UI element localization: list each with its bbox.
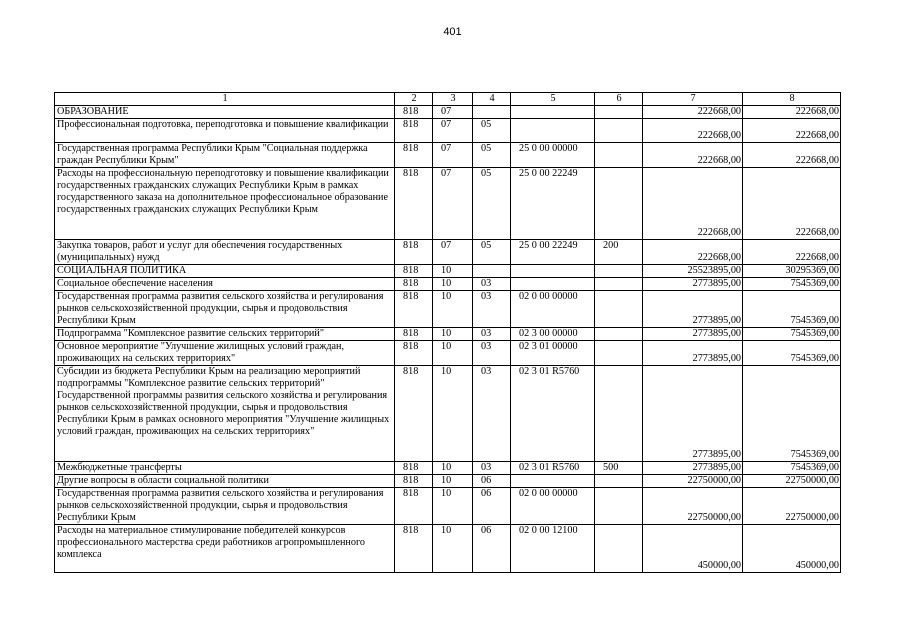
page-number: 401	[443, 26, 462, 38]
row-amount-7: 222668,00	[643, 106, 743, 119]
row-name: Профессиональная подготовка, переподготовка и повышение квалификации	[55, 119, 395, 143]
row-amount-8: 22750000,00	[743, 475, 841, 488]
row-code-3: 10	[433, 475, 473, 488]
row-code-6	[595, 341, 643, 366]
row-name: Подпрограмма "Комплексное развитие сельских территорий"	[55, 328, 395, 341]
row-code-3: 10	[433, 462, 473, 475]
row-code-5: 02 0 00 00000	[511, 488, 595, 525]
row-code-3: 10	[433, 488, 473, 525]
row-code-4	[473, 265, 511, 278]
row-name: Межбюджетные трансферты	[55, 462, 395, 475]
table-row	[55, 328, 841, 341]
row-code-3: 10	[433, 328, 473, 341]
budget-table	[54, 92, 841, 573]
row-amount-7: 22750000,00	[643, 475, 743, 488]
row-code-6	[595, 488, 643, 525]
row-amount-7: 222668,00	[643, 168, 743, 240]
row-code-4: 06	[473, 488, 511, 525]
row-amount-8: 7545369,00	[743, 366, 841, 462]
row-code-6	[595, 525, 643, 573]
table-row	[55, 475, 841, 488]
row-amount-7: 22750000,00	[643, 488, 743, 525]
table-row	[55, 462, 841, 475]
row-code-5: 02 3 01 R5760	[511, 366, 595, 462]
row-code-2: 818	[395, 328, 433, 341]
row-amount-7: 2773895,00	[643, 341, 743, 366]
row-amount-8: 7545369,00	[743, 278, 841, 291]
row-code-2: 818	[395, 106, 433, 119]
row-name: Расходы на материальное стимулирование победителей конкурсов профессионального мастерства среди работников агропромышленного комплекса	[55, 525, 395, 573]
row-code-3: 10	[433, 525, 473, 573]
row-code-5: 02 3 00 00000	[511, 328, 595, 341]
row-amount-7: 222668,00	[643, 143, 743, 168]
row-amount-8: 222668,00	[743, 119, 841, 143]
column-number-8: 8	[743, 93, 841, 106]
table-row	[55, 278, 841, 291]
column-number-2: 2	[395, 93, 433, 106]
row-code-5: 02 0 00 12100	[511, 525, 595, 573]
table-row	[55, 143, 841, 168]
row-code-3: 07	[433, 106, 473, 119]
row-amount-7: 25523895,00	[643, 265, 743, 278]
row-code-4: 05	[473, 119, 511, 143]
column-number-5: 5	[511, 93, 595, 106]
row-amount-8: 7545369,00	[743, 341, 841, 366]
row-code-3: 10	[433, 366, 473, 462]
row-amount-8: 222668,00	[743, 143, 841, 168]
table-row	[55, 265, 841, 278]
column-number-4: 4	[473, 93, 511, 106]
row-code-3: 10	[433, 278, 473, 291]
row-code-4: 06	[473, 525, 511, 573]
row-code-5	[511, 265, 595, 278]
table-row	[55, 291, 841, 328]
row-code-4: 05	[473, 168, 511, 240]
row-code-6	[595, 278, 643, 291]
row-code-2: 818	[395, 278, 433, 291]
row-code-4: 03	[473, 278, 511, 291]
table-row	[55, 168, 841, 240]
row-code-6	[595, 106, 643, 119]
row-code-6	[595, 366, 643, 462]
row-code-4	[473, 106, 511, 119]
row-code-6	[595, 119, 643, 143]
table-row	[55, 525, 841, 573]
row-amount-8: 22750000,00	[743, 488, 841, 525]
row-amount-8: 7545369,00	[743, 291, 841, 328]
row-code-4: 05	[473, 240, 511, 265]
row-code-2: 818	[395, 341, 433, 366]
row-amount-7: 450000,00	[643, 525, 743, 573]
row-code-4: 05	[473, 143, 511, 168]
row-code-4: 03	[473, 328, 511, 341]
row-code-3: 10	[433, 341, 473, 366]
row-code-2: 818	[395, 525, 433, 573]
row-code-5: 25 0 00 22249	[511, 168, 595, 240]
table-row	[55, 366, 841, 462]
row-name: Другие вопросы в области социальной политики	[55, 475, 395, 488]
row-amount-8: 30295369,00	[743, 265, 841, 278]
row-code-6: 500	[595, 462, 643, 475]
column-number-3: 3	[433, 93, 473, 106]
row-amount-7: 222668,00	[643, 119, 743, 143]
row-code-5	[511, 106, 595, 119]
row-code-2: 818	[395, 475, 433, 488]
row-code-4: 03	[473, 366, 511, 462]
row-name: СОЦИАЛЬНАЯ ПОЛИТИКА	[55, 265, 395, 278]
row-name: Субсидии из бюджета Республики Крым на реализацию мероприятий подпрограммы "Комплексное развитие сельских территорий" Государственной программы развития сельского хозяйства и регулирования рынков сельскохозяйственной продукции, сырья и продовольствия Республики Крым в рамках основного мероприятия "Улучшение жилищных условий граждан, проживающих на сельских территориях"	[55, 366, 395, 462]
column-number-1: 1	[55, 93, 395, 106]
row-code-5: 25 0 00 22249	[511, 240, 595, 265]
row-code-5: 02 0 00 00000	[511, 291, 595, 328]
row-code-6: 200	[595, 240, 643, 265]
row-code-4: 03	[473, 291, 511, 328]
row-code-5	[511, 278, 595, 291]
row-code-2: 818	[395, 168, 433, 240]
column-number-row	[55, 93, 841, 106]
row-code-6	[595, 475, 643, 488]
row-amount-8: 222668,00	[743, 240, 841, 265]
table-row	[55, 106, 841, 119]
row-code-6	[595, 291, 643, 328]
row-code-3: 07	[433, 240, 473, 265]
row-code-6	[595, 328, 643, 341]
row-code-5	[511, 475, 595, 488]
row-code-2: 818	[395, 119, 433, 143]
row-amount-7: 2773895,00	[643, 462, 743, 475]
row-code-3: 07	[433, 143, 473, 168]
row-amount-7: 2773895,00	[643, 278, 743, 291]
row-code-2: 818	[395, 462, 433, 475]
row-code-2: 818	[395, 240, 433, 265]
row-code-2: 818	[395, 143, 433, 168]
row-name: Закупка товаров, работ и услуг для обеспечения государственных (муниципальных) нужд	[55, 240, 395, 265]
row-code-3: 10	[433, 265, 473, 278]
row-code-3: 07	[433, 119, 473, 143]
row-name: Государственная программа развития сельского хозяйства и регулирования рынков сельскохозяйственной продукции, сырья и продовольствия Республики Крым	[55, 488, 395, 525]
row-code-5: 25 0 00 00000	[511, 143, 595, 168]
row-code-2: 818	[395, 265, 433, 278]
row-name: Государственная программа Республики Крым "Социальная поддержка граждан Республики Крым"	[55, 143, 395, 168]
row-amount-7: 2773895,00	[643, 291, 743, 328]
row-code-3: 10	[433, 291, 473, 328]
row-name: Государственная программа развития сельского хозяйства и регулирования рынков сельскохозяйственной продукции, сырья и продовольствия Республики Крым	[55, 291, 395, 328]
row-name: ОБРАЗОВАНИЕ	[55, 106, 395, 119]
row-code-2: 818	[395, 366, 433, 462]
row-code-5	[511, 119, 595, 143]
row-code-6	[595, 265, 643, 278]
table-row	[55, 341, 841, 366]
row-code-2: 818	[395, 488, 433, 525]
row-code-4: 03	[473, 462, 511, 475]
row-amount-8: 7545369,00	[743, 462, 841, 475]
row-code-4: 06	[473, 475, 511, 488]
row-amount-7: 222668,00	[643, 240, 743, 265]
column-number-7: 7	[643, 93, 743, 106]
row-code-3: 07	[433, 168, 473, 240]
row-amount-8: 222668,00	[743, 106, 841, 119]
row-code-2: 818	[395, 291, 433, 328]
table-row	[55, 119, 841, 143]
row-amount-7: 2773895,00	[643, 328, 743, 341]
row-name: Расходы на профессиональную переподготовку и повышение квалификации государственных гражданских служащих Республики Крым в рамках государственного заказа на дополнительное профессиональное образование государственных гражданских служащих Республики Крым	[55, 168, 395, 240]
row-code-5: 02 3 01 R5760	[511, 462, 595, 475]
row-amount-8: 7545369,00	[743, 328, 841, 341]
column-number-6: 6	[595, 93, 643, 106]
row-code-6	[595, 168, 643, 240]
row-amount-8: 450000,00	[743, 525, 841, 573]
row-name: Основное мероприятие "Улучшение жилищных условий граждан, проживающих на сельских территориях"	[55, 341, 395, 366]
table-row	[55, 240, 841, 265]
row-code-6	[595, 143, 643, 168]
row-name: Социальное обеспечение населения	[55, 278, 395, 291]
table-row	[55, 488, 841, 525]
row-amount-7: 2773895,00	[643, 366, 743, 462]
row-code-5: 02 3 01 00000	[511, 341, 595, 366]
row-code-4: 03	[473, 341, 511, 366]
row-amount-8: 222668,00	[743, 168, 841, 240]
